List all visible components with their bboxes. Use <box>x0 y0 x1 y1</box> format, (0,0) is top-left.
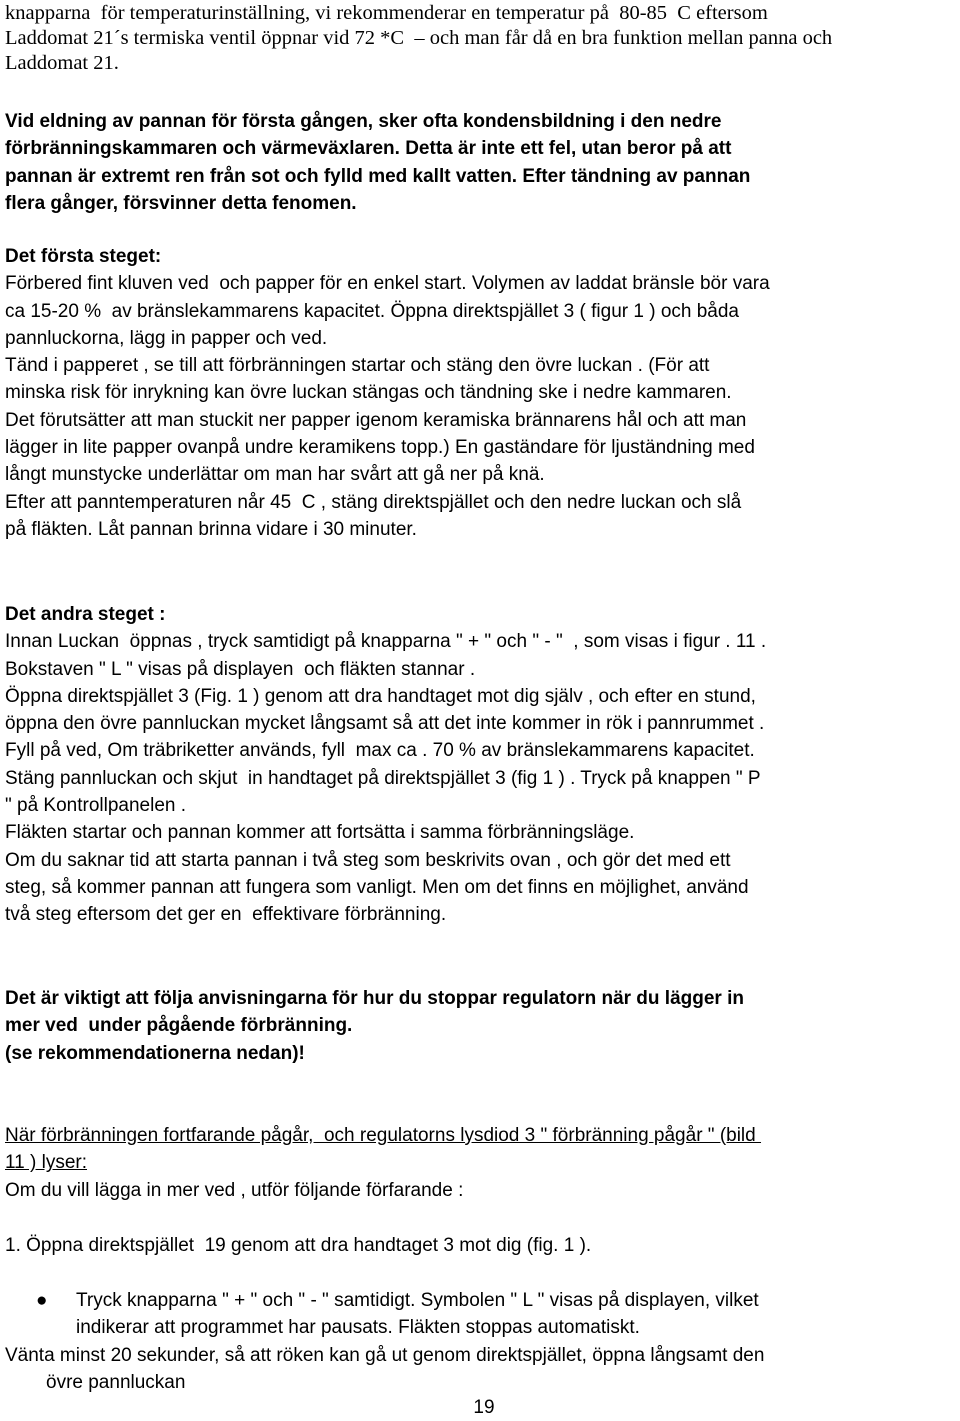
text-line: indikerar att programmet har pausats. Fläkten stoppas automatiskt. <box>76 1317 640 1339</box>
text-line: Laddomat 21´s termiska ventil öppnar vid 72 *C – och man får då en bra funktion mellan panna och <box>5 27 833 49</box>
text-line: två steg eftersom det ger en effektivare förbränning. <box>5 904 447 926</box>
text-line: Det förutsätter att man stuckit ner papper igenom keramiska brännarens hål och att man <box>5 409 747 431</box>
page-number: 19 <box>473 1397 495 1418</box>
text-line: förbränningskammaren och värmeväxlaren. Detta är inte ett fel, utan beror på att <box>5 138 732 160</box>
step-one-section <box>5 243 955 543</box>
text-line: öppna den övre pannluckan mycket långsamt så att det inte kommer in rök i pannrummet . <box>5 713 765 735</box>
text-line: 1. Öppna direktspjället 19 genom att dra handtaget 3 mot dig (fig. 1 ). <box>5 1235 592 1256</box>
text-line: Laddomat 21. <box>5 52 119 74</box>
text-line: Vid eldning av pannan för första gången, sker ofta kondensbildning i den nedre <box>5 111 722 132</box>
text-line: Om du vill lägga in mer ved , utför följande förfarande : <box>5 1180 464 1201</box>
text-line: knapparna för temperaturinställning, vi rekommenderar en temperatur på 80-85 C eftersom <box>5 2 768 24</box>
text-line: flera gånger, försvinner detta fenomen. <box>5 192 357 214</box>
text-line: minska risk för inrykning kan övre luckan stängas och tändning ske i nedre kammaren. <box>5 382 732 404</box>
intro-paragraph <box>5 1 955 76</box>
text-line: övre pannluckan <box>46 1372 186 1394</box>
procedure-intro <box>5 1177 955 1204</box>
text-line: Innan Luckan öppnas , tryck samtidigt på knapparna " + " och " - " , som visas i figur . 11 . <box>5 631 767 653</box>
text-line: När förbränningen fortfarande pågår, och regulatorns lysdiod 3 " förbränning pågår " (bild <box>5 1125 762 1146</box>
text-line: Stäng pannluckan och skjut in handtaget på direktspjället 3 (fig 1 ) . Tryck på knappen " P <box>5 767 761 789</box>
text-line: pannluckorna, lägg in papper och ved. <box>5 327 328 349</box>
text-line: (se rekommendationerna nedan)! <box>5 1042 305 1064</box>
text-line: Bokstaven " L " visas på displayen och fläkten stannar . <box>5 658 476 680</box>
text-line: ca 15-20 % av bränslekammarens kapacitet. Öppna direktspjället 3 ( figur 1 ) och båda <box>5 300 739 322</box>
text-line: steg, så kommer pannan att fungera som vanligt. Men om det finns en möjlighet, använd <box>5 876 749 898</box>
text-line: Det är viktigt att följa anvisningarna för hur du stoppar regulatorn när du lägger in <box>5 988 744 1009</box>
text-line: Tryck knapparna " + " och " - " samtidigt. Symbolen " L " visas på displayen, vilket <box>76 1290 759 1311</box>
text-line: Vänta minst 20 sekunder, så att röken kan gå ut genom direktspjället, öppna långsamt den <box>5 1345 765 1366</box>
text-line: långt munstycke underlättar om man har svårt att gå ner på knä. <box>5 464 545 486</box>
bullet-icon: ● <box>36 1290 48 1311</box>
text-line: Om du saknar tid att starta pannan i två steg som beskrivits ovan , och gör det med ett <box>5 849 731 871</box>
condensation-warning <box>5 108 955 217</box>
step-two-section <box>5 601 955 929</box>
bullet-item <box>76 1287 956 1342</box>
text-line: Förbered fint kluven ved och papper för en enkel start. Volymen av laddat bränsle bör vara <box>5 273 770 295</box>
text-line: Fläkten startar och pannan kommer att fortsätta i samma förbränningsläge. <box>5 822 635 844</box>
step-one-heading: Det första steget: <box>5 246 162 267</box>
step-two-heading: Det andra steget : <box>5 604 166 625</box>
text-line: på fläkten. Låt pannan brinna vidare i 30 minuter. <box>5 518 417 540</box>
text-line: lägger in lite papper ovanpå undre keramikens topp.) En gaständare för ljuständning med <box>5 437 755 459</box>
text-line: pannan är extremt ren från sot och fylld med kallt vatten. Efter tändning av pannan <box>5 165 751 187</box>
text-line: " på Kontrollpanelen . <box>5 795 187 817</box>
text-line: Fyll på ved, Om träbriketter används, fyll max ca . 70 % av bränslekammarens kapacitet. <box>5 740 755 762</box>
text-line: Öppna direktspjället 3 (Fig. 1 ) genom att dra handtaget mot dig själv , och efter en stund, <box>5 685 756 707</box>
text-line: mer ved under pågående förbränning. <box>5 1015 353 1037</box>
text-line: 11 ) lyser: <box>5 1152 88 1174</box>
ongoing-combustion-heading <box>5 1122 955 1177</box>
wait-instruction <box>5 1342 955 1397</box>
important-notice <box>5 985 955 1067</box>
procedure-step-one <box>5 1232 955 1259</box>
text-line: Tänd i papperet , se till att förbränningen startar och stäng den övre luckan . (För att <box>5 355 710 377</box>
text-line: Efter att panntemperaturen når 45 C , stäng direktspjället och den nedre luckan och slå <box>5 491 742 513</box>
